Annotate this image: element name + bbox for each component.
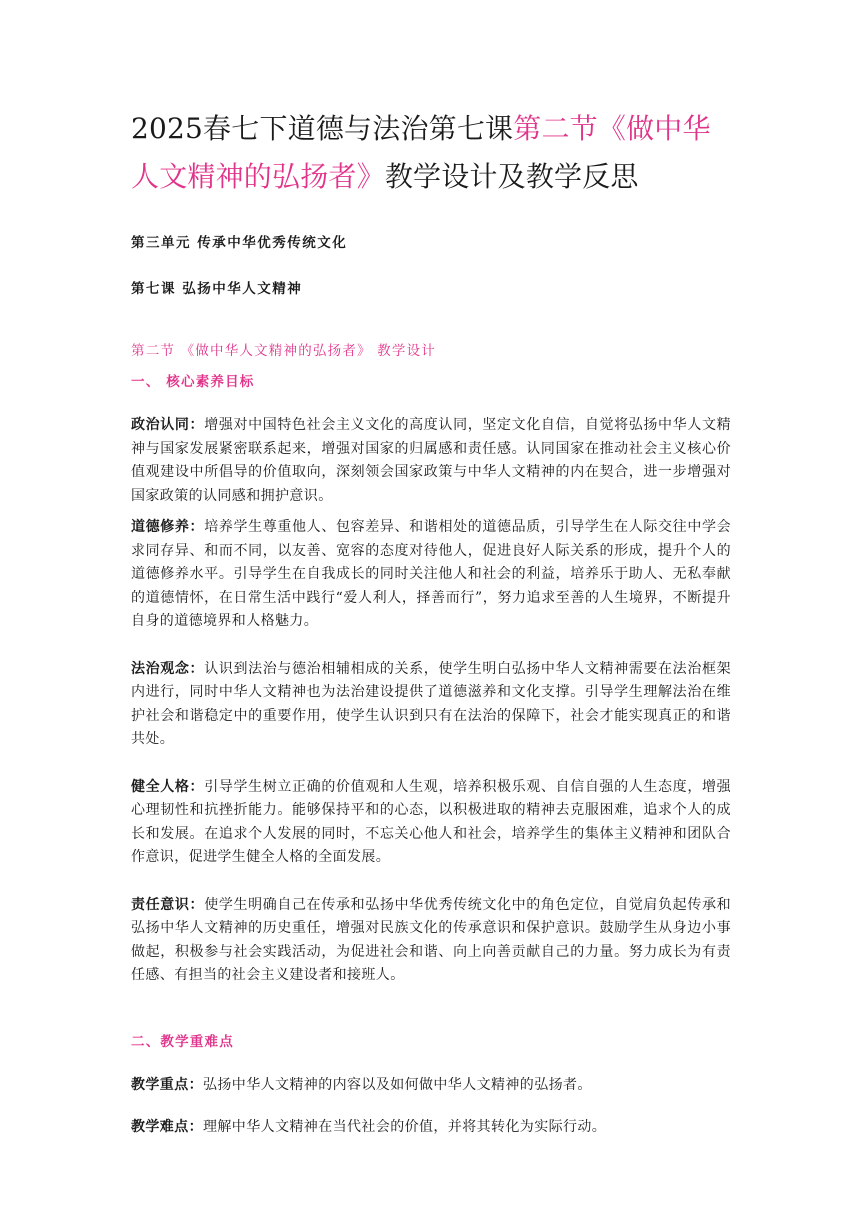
key-point-label: 教学难点： [131,1119,203,1135]
key-point-paragraph [131,1116,731,1140]
document-page [131,105,731,1140]
document-title [131,105,731,201]
heading-key-points: 二、教学重难点 [131,1033,234,1050]
goal-paragraph [131,658,731,752]
title-highlight: 第二节《做中华人文精神的弘扬者》 [131,112,711,193]
goal-text: 使学生明确自己在传承和弘扬中华优秀传统文化中的角色定位，自觉肩负起传承和弘扬中华人文精神的历史重任，增强对民族文化的传承意识和保护意识。鼓励学生从身边小事做起，积极参与社会实践活动，为促进社会和谐、向上向善贡献自己的力量。努力成长为有责任感、有担当的社会主义建设者和接班人。 [131,896,731,983]
goal-label: 责任意识： [131,896,205,913]
title-prefix: 2025春七下道德与法治第七课 [131,112,514,145]
unit-heading: 第三单元 传承中华优秀传统文化 [131,235,348,251]
goal-text: 培养学生尊重他人、包容差异、和谐相处的道德品质，引导学生在人际交往中学会求同存异、和而不同，以友善、宽容的态度对待他人，促进良好人际关系的形成，提升个人的道德修养水平。引导学生在自我成长的同时关注他人和社会的利益，培养乐于助人、无私奉献的道德情怀，在日常生活中践行“爱人利人，择善而行”，努力追求至善的人生境界，不断提升自身的道德境界和人格魅力。 [131,519,731,629]
key-point-label: 教学重点： [131,1076,203,1093]
lesson-heading: 第七课 弘扬中华人文精神 [131,281,303,297]
goal-text: 增强对中国特色社会主义文化的高度认同，坚定文化自信，自觉将弘扬中华人文精神与国家发展紧密联系起来，增强对国家的归属感和责任感。认同国家在推动社会主义核心价值观建设中所倡导的价值取向，深刻领会国家政策与中华人文精神的内在契合，进一步增强对国家政策的认同感和拥护意识。 [131,417,731,504]
heading-core-literacy: 一、 核心素养目标 [131,374,255,390]
goal-label: 政治认同： [131,417,205,433]
goal-paragraph [131,894,731,988]
goal-text: 认识到法治与德治相辅相成的关系，使学生明白弘扬中华人文精神需要在法治框架内进行，同时中华人文精神也为法治建设提供了道德滋养和文化支撑。引导学生理解法治在维护社会和谐稳定中的重要作用，使学生认识到只有在法治的保障下，社会才能实现真正的和谐共处。 [131,660,731,747]
goal-label: 道德修养： [131,519,205,535]
goal-paragraph [131,414,731,508]
key-point-text: 弘扬中华人文精神的内容以及如何做中华人文精神的弘扬者。 [203,1076,592,1093]
section-title: 第二节 《做中华人文精神的弘扬者》 教学设计 [131,343,436,359]
key-point-text: 理解中华人文精神在当代社会的价值，并将其转化为实际行动。 [203,1119,607,1135]
goal-text: 引导学生树立正确的价值观和人生观，培养积极乐观、自信自强的人生态度，增强心理韧性和抗挫折能力。能够保持平和的心态，以积极进取的精神去克服困难，追求个人的成长和发展。在追求个人发展的同时，不忘关心他人和社会，培养学生的集体主义精神和团队合作意识，促进学生健全人格的全面发展。 [131,778,731,865]
key-point-paragraph [131,1074,731,1098]
goal-paragraph [131,516,731,634]
goal-label: 法治观念： [131,660,205,677]
goal-paragraph [131,776,731,870]
goal-label: 健全人格： [131,778,205,795]
title-suffix: 教学设计及教学反思 [384,160,639,193]
